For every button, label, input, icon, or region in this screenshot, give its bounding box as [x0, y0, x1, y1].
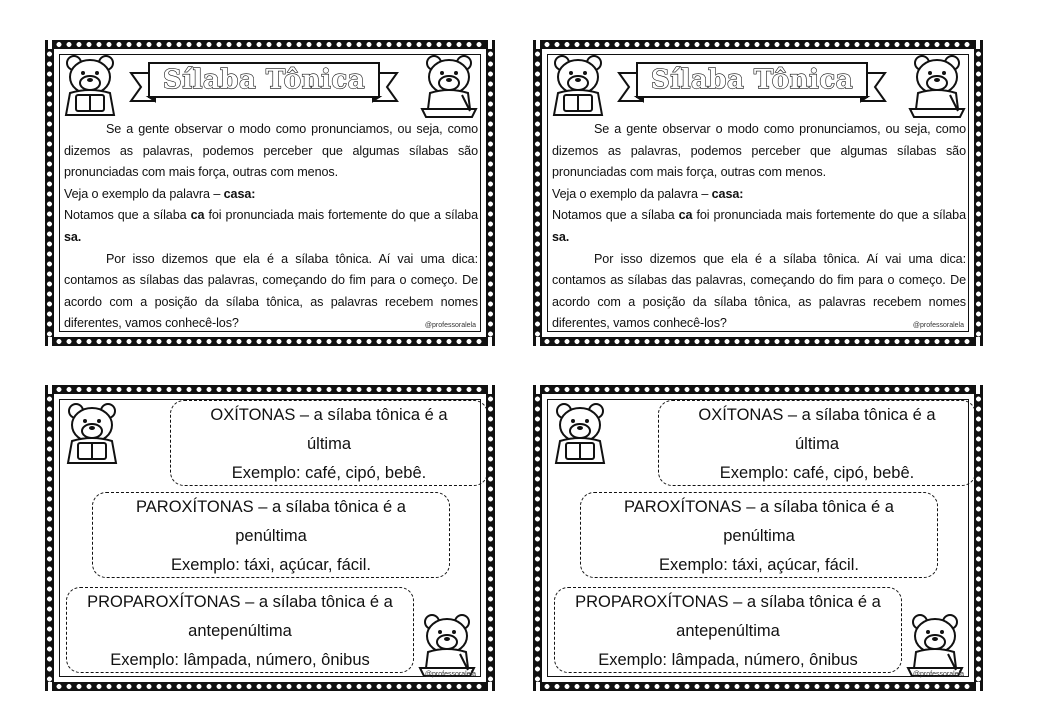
- proparoxitonas-example: Exemplo: lâmpada, número, ônibus: [598, 651, 858, 669]
- credit-label: @professoralela: [424, 322, 476, 329]
- dotted-border: [54, 40, 486, 49]
- oxitonas-position: última: [306, 435, 351, 453]
- dotted-border: [533, 49, 542, 337]
- bear-writing-icon: [418, 53, 480, 123]
- title-banner: [617, 59, 887, 107]
- bear-reading-icon: [548, 53, 610, 123]
- title-banner: [129, 59, 399, 107]
- paroxitonas-box: [580, 492, 938, 578]
- paragraph-tip: Por isso dizemos que ela é a sílaba tônica. Aí vai uma dica: contamos as sílabas das palavras, começando do fim para o começo. De acordo com a posição da sílaba tônica, as palavras recebem nomes diferentes, vamos conhecê-los?: [64, 251, 478, 331]
- credit-label: @professoralela: [912, 671, 964, 678]
- paroxitonas-example: Exemplo: táxi, açúcar, fácil.: [171, 556, 371, 574]
- dotted-border: [974, 49, 983, 337]
- dotted-border: [54, 682, 486, 691]
- paragraph-notice: Notamos que a sílaba ca foi pronunciada mais fortemente do que a sílaba sa.: [64, 208, 478, 244]
- oxitonas-position: última: [794, 435, 839, 453]
- dotted-border: [542, 337, 974, 346]
- dotted-border: [54, 337, 486, 346]
- credit-label: @professoralela: [912, 322, 964, 329]
- paroxitonas-example: Exemplo: táxi, açúcar, fácil.: [659, 556, 859, 574]
- paragraph-notice: Notamos que a sílaba ca foi pronunciada mais fortemente do que a sílaba sa.: [552, 208, 966, 244]
- bear-reading-icon: [60, 53, 122, 123]
- page-title: Sílaba Tônica: [162, 65, 366, 95]
- explanation-text: [64, 119, 478, 335]
- proparoxitonas-box: [66, 587, 414, 673]
- proparoxitonas-box: [554, 587, 902, 673]
- paragraph-tip: Por isso dizemos que ela é a sílaba tônica. Aí vai uma dica: contamos as sílabas das palavras, começando do fim para o começo. De acordo com a posição da sílaba tônica, as palavras recebem nomes diferentes, vamos conhecê-los?: [552, 251, 966, 331]
- paragraph-example: Veja o exemplo da palavra – casa:: [64, 186, 256, 201]
- page-title: Sílaba Tônica: [650, 65, 854, 95]
- paroxitonas-position: penúltima: [723, 527, 795, 545]
- oxitonas-box: [658, 400, 976, 486]
- bear-writing-icon: [906, 53, 968, 123]
- oxitonas-box: [170, 400, 488, 486]
- text-card: [45, 40, 495, 346]
- dotted-border: [542, 682, 974, 691]
- dotted-border: [533, 394, 542, 682]
- dotted-border: [542, 40, 974, 49]
- types-card: [533, 385, 983, 691]
- oxitonas-definition: OXÍTONAS – a sílaba tônica é a: [698, 406, 936, 424]
- proparoxitonas-definition: PROPAROXÍTONAS – a sílaba tônica é a: [575, 593, 881, 611]
- oxitonas-definition: OXÍTONAS – a sílaba tônica é a: [210, 406, 448, 424]
- dotted-border: [45, 49, 54, 337]
- proparoxitonas-position: antepenúltima: [676, 622, 780, 640]
- types-card: [45, 385, 495, 691]
- dotted-border: [486, 49, 495, 337]
- paragraph-intro: Se a gente observar o modo como pronunciamos, ou seja, como dizemos as palavras, podemos perceber que algumas sílabas são pronunciadas com mais força, outras com menos.: [64, 122, 478, 180]
- oxitonas-example: Exemplo: café, cipó, bebê.: [231, 464, 427, 482]
- explanation-text: [552, 119, 966, 335]
- paroxitonas-box: [92, 492, 450, 578]
- proparoxitonas-example: Exemplo: lâmpada, número, ônibus: [110, 651, 370, 669]
- bear-reading-icon: [550, 398, 612, 474]
- text-card: [533, 40, 983, 346]
- dotted-border: [542, 385, 974, 394]
- paragraph-example: Veja o exemplo da palavra – casa:: [552, 186, 744, 201]
- proparoxitonas-definition: PROPAROXÍTONAS – a sílaba tônica é a: [87, 593, 393, 611]
- oxitonas-example: Exemplo: café, cipó, bebê.: [719, 464, 915, 482]
- paroxitonas-definition: PAROXÍTONAS – a sílaba tônica é a: [136, 498, 406, 516]
- proparoxitonas-position: antepenúltima: [188, 622, 292, 640]
- paroxitonas-position: penúltima: [235, 527, 307, 545]
- paroxitonas-definition: PAROXÍTONAS – a sílaba tônica é a: [624, 498, 894, 516]
- dotted-border: [45, 394, 54, 682]
- credit-label: @professoralela: [424, 671, 476, 678]
- dotted-border: [54, 385, 486, 394]
- paragraph-intro: Se a gente observar o modo como pronunciamos, ou seja, como dizemos as palavras, podemos perceber que algumas sílabas são pronunciadas com mais força, outras com menos.: [552, 122, 966, 180]
- bear-reading-icon: [62, 398, 124, 474]
